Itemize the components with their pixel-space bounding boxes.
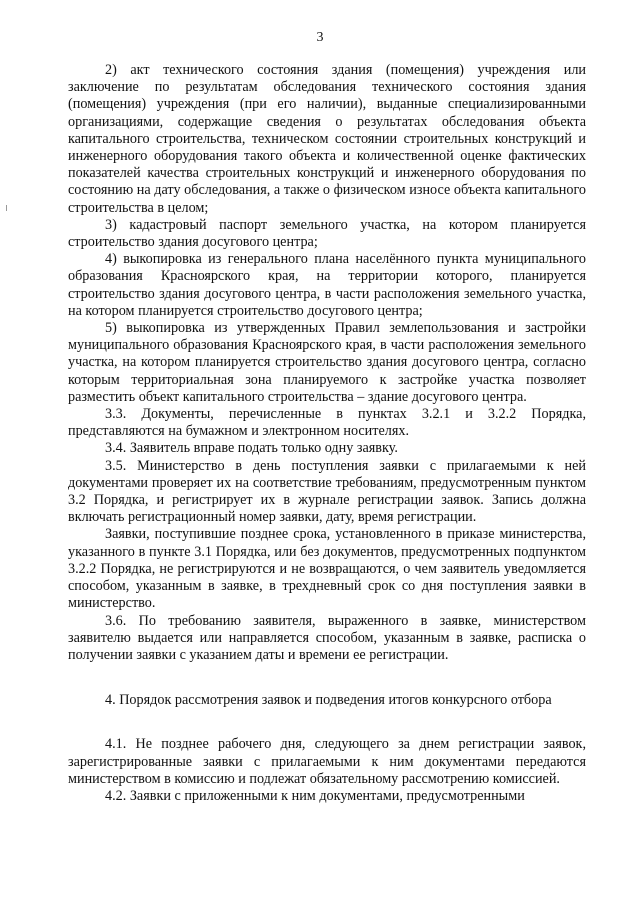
paragraph-3-6: 3.6. По требованию заявителя, выраженного в заявке, министерством заявителю выдается или направляется способом, указанным в заявке, расписка о получении заявки с указанием даты и времени ее регистрации. xyxy=(68,612,586,663)
paragraph-item-2: 2) акт технического состояния здания (помещения) учреждения или заключение по результатам обследования технического состояния здания (помещения) учреждения (при его наличии), выданные специализированными организациями, содержащие сведения о результатах обследования объекта капитального строительства, техническом состоянии строительных конструкций и инженерного оборудования такого объекта и количественной оценке фактических показателей качества строительных конструкций и инженерного оборудования по состоянию на дату обследования, а также о физическом износе объекта капитального строительства в целом; xyxy=(68,62,586,216)
paragraph-3-3: 3.3. Документы, перечисленные в пунктах 3.2.1 и 3.2.2 Порядка, представляются на бумажном и электронном носителях. xyxy=(68,406,586,440)
paragraph-4-1: 4.1. Не позднее рабочего дня, следующего за днем регистрации заявок, зарегистрированные заявки с прилагаемыми к ним документами передаются министерством в комиссию и подлежат обязательному рассмотрению комиссией. xyxy=(68,736,586,787)
margin-mark xyxy=(6,205,7,211)
paragraph-item-4: 4) выкопировка из генерального плана населённого пункта муниципального образования Красноярского края, на территории которого, планируется строительство здания досугового центра, в части расположения земельного участка, на котором планируется строительство досугового центра; xyxy=(68,251,586,319)
page-number: 3 xyxy=(316,30,324,45)
paragraph-4-2: 4.2. Заявки с приложенными к ним документами, предусмотренными xyxy=(105,787,525,804)
paragraph-late-applications: Заявки, поступившие позднее срока, установленного в приказе министерства, указанного в пункте 3.1 Порядка, или без документов, предусмотренных подпунктом 3.2.2 Порядка, не регистрируются и не возвращаются, о чем заявитель уведомляется способом, указанным в заявке, в трехдневный срок со дня поступления заявки в министерство. xyxy=(68,526,586,612)
section-heading-4: 4. Порядок рассмотрения заявок и подведения итогов конкурсного отбора xyxy=(105,692,552,709)
paragraph-item-5: 5) выкопировка из утвержденных Правил землепользования и застройки муниципального образования Красноярского края, в части расположения земельного участка, на котором планируется строительство здания досугового центра, согласно которым территориальная зона планируемого к застройке участка позволяет разместить объект капитального строительства – здание досугового центра. xyxy=(68,320,586,405)
document-body xyxy=(68,62,586,805)
paragraph-item-3: 3) кадастровый паспорт земельного участка, на котором планируется строительство здания досугового центра; xyxy=(68,216,586,251)
paragraph-3-5: 3.5. Министерство в день поступления заявки с прилагаемыми к ней документами проверяет их на соответствие требованиям, предусмотренным пунктом 3.2 Порядка, и регистрирует их в журнале регистрации заявок. Запись должна включать регистрационный номер заявки, дату, время регистрации. xyxy=(68,457,586,526)
paragraph-3-4: 3.4. Заявитель вправе подать только одну заявку. xyxy=(105,440,398,457)
